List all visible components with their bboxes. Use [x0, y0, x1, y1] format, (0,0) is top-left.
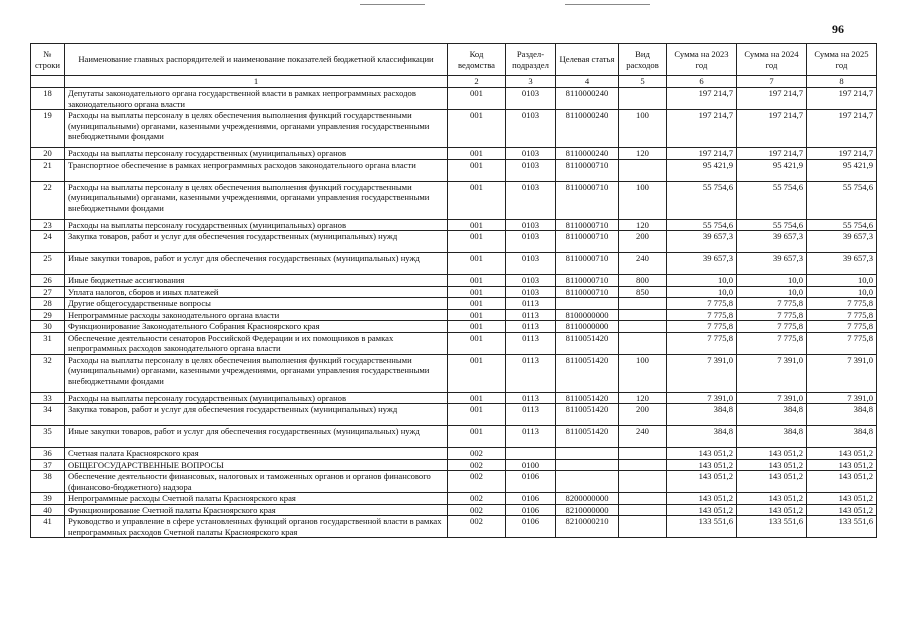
row-dept-code: 001: [448, 321, 506, 333]
row-dept-code: 001: [448, 253, 506, 275]
row-sum-2025: 39 657,3: [807, 253, 877, 275]
row-sum-2024: 143 051,2: [737, 448, 807, 460]
row-sum-2025: 197 214,7: [807, 110, 877, 148]
row-sum-2025: 95 421,9: [807, 159, 877, 181]
header-section: Раздел-подраздел: [506, 44, 556, 76]
row-sum-2023: 7 391,0: [667, 354, 737, 392]
row-sum-2025: 7 775,8: [807, 309, 877, 321]
row-name: Транспортное обеспечение в рамках непрограммных расходов законодательного органа власти: [65, 159, 448, 181]
row-sum-2023: 7 775,8: [667, 332, 737, 354]
row-name: Функционирование Законодательного Собрания Красноярского края: [65, 321, 448, 333]
row-expense-type: 800: [619, 275, 667, 287]
row-sum-2023: 143 051,2: [667, 448, 737, 460]
row-target-code: 8110051420: [556, 426, 619, 448]
row-sum-2024: 133 551,6: [737, 516, 807, 538]
row-dept-code: 002: [448, 504, 506, 516]
row-sum-2023: 39 657,3: [667, 253, 737, 275]
row-sum-2025: 7 391,0: [807, 354, 877, 392]
table-row: [31, 354, 877, 392]
row-sum-2024: 7 775,8: [737, 321, 807, 333]
row-number: 22: [31, 181, 65, 219]
row-sum-2024: 197 214,7: [737, 88, 807, 110]
row-target-code: [556, 459, 619, 471]
row-number: 19: [31, 110, 65, 148]
row-name: Закупка товаров, работ и услуг для обеспечения государственных (муниципальных) нужд: [65, 404, 448, 426]
row-number: 24: [31, 231, 65, 253]
row-sum-2024: 10,0: [737, 275, 807, 287]
row-name: Расходы на выплаты персоналу в целях обеспечения выполнения функций государственными (муниципальными) органами, казенными учреждениями, органами управления государственными внебюджетными фондами: [65, 181, 448, 219]
row-dept-code: 001: [448, 181, 506, 219]
row-section-code: [506, 448, 556, 460]
row-sum-2023: 143 051,2: [667, 504, 737, 516]
header-dept: Код ведомства: [448, 44, 506, 76]
row-target-code: 8110000240: [556, 88, 619, 110]
row-sum-2023: 384,8: [667, 404, 737, 426]
row-section-code: 0103: [506, 159, 556, 181]
row-name: Другие общегосударственные вопросы: [65, 298, 448, 310]
row-name: Расходы на выплаты персоналу государственных (муниципальных) органов: [65, 148, 448, 160]
row-name: Уплата налогов, сборов и иных платежей: [65, 286, 448, 298]
row-name: ОБЩЕГОСУДАРСТВЕННЫЕ ВОПРОСЫ: [65, 459, 448, 471]
header-row-no: № строки: [31, 44, 65, 76]
row-expense-type: [619, 298, 667, 310]
row-expense-type: [619, 448, 667, 460]
table-row: [31, 159, 877, 181]
row-target-code: 8200000000: [556, 493, 619, 505]
row-sum-2024: 39 657,3: [737, 253, 807, 275]
column-number-row: [31, 76, 877, 88]
row-sum-2025: 143 051,2: [807, 471, 877, 493]
row-sum-2025: 197 214,7: [807, 148, 877, 160]
row-sum-2025: 143 051,2: [807, 459, 877, 471]
row-section-code: 0103: [506, 88, 556, 110]
header-name: Наименование главных распорядителей и наименование показателей бюджетной классификации: [65, 44, 448, 76]
row-expense-type: [619, 459, 667, 471]
row-sum-2024: 7 775,8: [737, 309, 807, 321]
row-dept-code: 002: [448, 471, 506, 493]
row-dept-code: 001: [448, 159, 506, 181]
row-expense-type: [619, 493, 667, 505]
row-sum-2025: 7 775,8: [807, 298, 877, 310]
row-sum-2023: 10,0: [667, 286, 737, 298]
table-row: [31, 275, 877, 287]
row-dept-code: 001: [448, 110, 506, 148]
row-sum-2025: 384,8: [807, 426, 877, 448]
row-expense-type: 240: [619, 253, 667, 275]
table-row: [31, 516, 877, 538]
row-target-code: [556, 448, 619, 460]
column-number: 8: [807, 76, 877, 88]
row-number: 30: [31, 321, 65, 333]
row-expense-type: 120: [619, 219, 667, 231]
row-number: 21: [31, 159, 65, 181]
row-name: Расходы на выплаты персоналу в целях обеспечения выполнения функций государственными (муниципальными) органами, казенными учреждениями, органами управления государственными внебюджетными фондами: [65, 354, 448, 392]
row-sum-2025: 7 775,8: [807, 332, 877, 354]
row-number: 38: [31, 471, 65, 493]
row-name: Иные бюджетные ассигнования: [65, 275, 448, 287]
row-name: Функционирование Счетной палаты Красноярского края: [65, 504, 448, 516]
table-row: [31, 88, 877, 110]
row-sum-2025: 10,0: [807, 286, 877, 298]
row-expense-type: [619, 504, 667, 516]
row-sum-2024: 143 051,2: [737, 493, 807, 505]
row-target-code: 8110000710: [556, 253, 619, 275]
row-expense-type: 100: [619, 110, 667, 148]
row-sum-2025: 384,8: [807, 404, 877, 426]
row-sum-2025: 10,0: [807, 275, 877, 287]
row-sum-2024: 384,8: [737, 426, 807, 448]
table-row: [31, 404, 877, 426]
row-dept-code: 001: [448, 275, 506, 287]
row-dept-code: 002: [448, 448, 506, 460]
column-number: 6: [667, 76, 737, 88]
row-expense-type: [619, 321, 667, 333]
row-name: Руководство и управление в сфере установленных функций органов государственной власти в рамках непрограммных расходов Счетной палаты Красноярского края: [65, 516, 448, 538]
row-target-code: 8110051420: [556, 354, 619, 392]
row-target-code: 8110000710: [556, 219, 619, 231]
row-sum-2024: 197 214,7: [737, 110, 807, 148]
row-sum-2023: 7 775,8: [667, 321, 737, 333]
row-section-code: 0106: [506, 493, 556, 505]
row-expense-type: [619, 88, 667, 110]
table-row: [31, 493, 877, 505]
table-row: [31, 426, 877, 448]
row-name: Депутаты законодательного органа государственной власти в рамках непрограммных расходов законодательного органа власти: [65, 88, 448, 110]
column-number: 4: [556, 76, 619, 88]
row-name: Обеспечение деятельности финансовых, налоговых и таможенных органов и органов финансового (финансово-бюджетного) надзора: [65, 471, 448, 493]
header-sum-2024: Сумма на 2024 год: [737, 44, 807, 76]
row-sum-2024: 7 391,0: [737, 392, 807, 404]
row-target-code: 8110051420: [556, 392, 619, 404]
row-expense-type: 200: [619, 404, 667, 426]
row-sum-2023: 143 051,2: [667, 493, 737, 505]
header-target: Целевая статья: [556, 44, 619, 76]
row-expense-type: [619, 309, 667, 321]
table-row: [31, 504, 877, 516]
row-number: 25: [31, 253, 65, 275]
row-sum-2024: 10,0: [737, 286, 807, 298]
row-target-code: 8110000710: [556, 275, 619, 287]
row-sum-2024: 55 754,6: [737, 181, 807, 219]
row-name: Закупка товаров, работ и услуг для обеспечения государственных (муниципальных) нужд: [65, 231, 448, 253]
row-sum-2024: 39 657,3: [737, 231, 807, 253]
row-section-code: 0103: [506, 253, 556, 275]
row-sum-2023: 95 421,9: [667, 159, 737, 181]
row-section-code: 0113: [506, 309, 556, 321]
row-sum-2025: 55 754,6: [807, 219, 877, 231]
row-number: 40: [31, 504, 65, 516]
row-name: Расходы на выплаты персоналу в целях обеспечения выполнения функций государственными (муниципальными) органами, казенными учреждениями, органами управления государственными внебюджетными фондами: [65, 110, 448, 148]
row-sum-2024: 143 051,2: [737, 504, 807, 516]
row-number: 20: [31, 148, 65, 160]
row-section-code: 0103: [506, 181, 556, 219]
column-number: 3: [506, 76, 556, 88]
top-rule-left: [360, 4, 425, 5]
row-section-code: 0106: [506, 516, 556, 538]
row-expense-type: 120: [619, 392, 667, 404]
row-dept-code: 001: [448, 354, 506, 392]
row-sum-2024: 143 051,2: [737, 471, 807, 493]
row-number: 23: [31, 219, 65, 231]
row-sum-2023: 7 775,8: [667, 298, 737, 310]
row-target-code: 8110000240: [556, 148, 619, 160]
row-section-code: 0100: [506, 459, 556, 471]
row-sum-2025: 55 754,6: [807, 181, 877, 219]
row-expense-type: [619, 159, 667, 181]
row-target-code: 8210000000: [556, 504, 619, 516]
row-section-code: 0113: [506, 321, 556, 333]
table-row: [31, 298, 877, 310]
row-section-code: 0113: [506, 332, 556, 354]
row-dept-code: 001: [448, 231, 506, 253]
top-rule-right: [565, 4, 650, 5]
row-number: 39: [31, 493, 65, 505]
row-dept-code: 001: [448, 298, 506, 310]
row-sum-2023: 384,8: [667, 426, 737, 448]
row-name: Непрограммные расходы законодательного органа власти: [65, 309, 448, 321]
row-dept-code: 002: [448, 516, 506, 538]
row-number: 18: [31, 88, 65, 110]
row-number: 28: [31, 298, 65, 310]
row-sum-2025: 143 051,2: [807, 448, 877, 460]
row-target-code: 8110051420: [556, 404, 619, 426]
column-number-empty: [31, 76, 65, 88]
budget-table: [30, 43, 877, 538]
row-sum-2023: 143 051,2: [667, 471, 737, 493]
row-sum-2025: 7 775,8: [807, 321, 877, 333]
row-dept-code: 002: [448, 459, 506, 471]
row-sum-2024: 7 775,8: [737, 298, 807, 310]
table-row: [31, 181, 877, 219]
table-row: [31, 471, 877, 493]
table-row: [31, 231, 877, 253]
row-number: 37: [31, 459, 65, 471]
row-sum-2024: 143 051,2: [737, 459, 807, 471]
header-exp-type: Вид расходов: [619, 44, 667, 76]
row-sum-2023: 133 551,6: [667, 516, 737, 538]
row-dept-code: 001: [448, 148, 506, 160]
column-number: 1: [65, 76, 448, 88]
row-name: Обеспечение деятельности сенаторов Российской Федерации и их помощников в рамках непрограммных расходов законодательного органа власти: [65, 332, 448, 354]
row-sum-2023: 197 214,7: [667, 88, 737, 110]
row-target-code: [556, 471, 619, 493]
row-number: 35: [31, 426, 65, 448]
row-sum-2025: 133 551,6: [807, 516, 877, 538]
table-row: [31, 448, 877, 460]
row-dept-code: 002: [448, 493, 506, 505]
page-number: 96: [832, 22, 844, 36]
row-name: Иные закупки товаров, работ и услуг для обеспечения государственных (муниципальных) нужд: [65, 253, 448, 275]
row-section-code: 0113: [506, 404, 556, 426]
row-expense-type: 100: [619, 354, 667, 392]
row-sum-2023: 197 214,7: [667, 148, 737, 160]
row-section-code: 0113: [506, 354, 556, 392]
row-sum-2025: 7 391,0: [807, 392, 877, 404]
row-section-code: 0103: [506, 110, 556, 148]
column-number: 2: [448, 76, 506, 88]
row-target-code: 8100000000: [556, 309, 619, 321]
row-dept-code: 001: [448, 404, 506, 426]
row-section-code: 0113: [506, 392, 556, 404]
table-body: [31, 76, 877, 538]
row-expense-type: 200: [619, 231, 667, 253]
table-row: [31, 332, 877, 354]
header-sum-2025: Сумма на 2025 год: [807, 44, 877, 76]
row-sum-2024: 384,8: [737, 404, 807, 426]
row-number: 33: [31, 392, 65, 404]
row-number: 32: [31, 354, 65, 392]
row-sum-2023: 55 754,6: [667, 181, 737, 219]
row-section-code: 0106: [506, 471, 556, 493]
row-sum-2023: 197 214,7: [667, 110, 737, 148]
row-sum-2024: 7 775,8: [737, 332, 807, 354]
row-sum-2023: 10,0: [667, 275, 737, 287]
row-expense-type: [619, 516, 667, 538]
row-number: 36: [31, 448, 65, 460]
column-number: 7: [737, 76, 807, 88]
row-section-code: 0113: [506, 426, 556, 448]
row-dept-code: 001: [448, 309, 506, 321]
header-row: [31, 44, 877, 76]
row-target-code: 8110000710: [556, 159, 619, 181]
row-sum-2023: 7 391,0: [667, 392, 737, 404]
row-sum-2025: 197 214,7: [807, 88, 877, 110]
row-dept-code: 001: [448, 286, 506, 298]
row-expense-type: 850: [619, 286, 667, 298]
row-expense-type: 100: [619, 181, 667, 219]
row-sum-2023: 39 657,3: [667, 231, 737, 253]
table-row: [31, 219, 877, 231]
row-number: 41: [31, 516, 65, 538]
row-name: Расходы на выплаты персоналу государственных (муниципальных) органов: [65, 219, 448, 231]
row-sum-2023: 143 051,2: [667, 459, 737, 471]
row-section-code: 0106: [506, 504, 556, 516]
row-expense-type: [619, 471, 667, 493]
row-section-code: 0103: [506, 148, 556, 160]
row-number: 34: [31, 404, 65, 426]
row-section-code: 0103: [506, 275, 556, 287]
row-expense-type: [619, 332, 667, 354]
table-row: [31, 253, 877, 275]
table-row: [31, 110, 877, 148]
row-dept-code: 001: [448, 426, 506, 448]
row-number: 26: [31, 275, 65, 287]
row-sum-2024: 95 421,9: [737, 159, 807, 181]
row-sum-2023: 55 754,6: [667, 219, 737, 231]
row-target-code: [556, 298, 619, 310]
row-target-code: 8110000710: [556, 286, 619, 298]
row-dept-code: 001: [448, 88, 506, 110]
row-expense-type: 240: [619, 426, 667, 448]
row-section-code: 0103: [506, 219, 556, 231]
row-sum-2024: 55 754,6: [737, 219, 807, 231]
column-number: 5: [619, 76, 667, 88]
table-row: [31, 459, 877, 471]
row-dept-code: 001: [448, 219, 506, 231]
row-sum-2023: 7 775,8: [667, 309, 737, 321]
row-section-code: 0103: [506, 286, 556, 298]
table-row: [31, 392, 877, 404]
row-name: Иные закупки товаров, работ и услуг для обеспечения государственных (муниципальных) нужд: [65, 426, 448, 448]
row-section-code: 0113: [506, 298, 556, 310]
row-sum-2025: 143 051,2: [807, 493, 877, 505]
row-name: Счетная палата Красноярского края: [65, 448, 448, 460]
row-sum-2025: 39 657,3: [807, 231, 877, 253]
row-sum-2024: 7 391,0: [737, 354, 807, 392]
row-expense-type: 120: [619, 148, 667, 160]
row-target-code: 8110000710: [556, 231, 619, 253]
row-number: 29: [31, 309, 65, 321]
row-name: Расходы на выплаты персоналу государственных (муниципальных) органов: [65, 392, 448, 404]
row-dept-code: 001: [448, 392, 506, 404]
row-target-code: 8110000000: [556, 321, 619, 333]
row-dept-code: 001: [448, 332, 506, 354]
row-number: 27: [31, 286, 65, 298]
row-name: Непрограммные расходы Счетной палаты Красноярского края: [65, 493, 448, 505]
row-sum-2025: 143 051,2: [807, 504, 877, 516]
row-section-code: 0103: [506, 231, 556, 253]
row-target-code: 8110000240: [556, 110, 619, 148]
table-row: [31, 286, 877, 298]
table-row: [31, 309, 877, 321]
header-sum-2023: Сумма на 2023 год: [667, 44, 737, 76]
row-target-code: 8110051420: [556, 332, 619, 354]
row-target-code: 8210000210: [556, 516, 619, 538]
row-sum-2024: 197 214,7: [737, 148, 807, 160]
row-number: 31: [31, 332, 65, 354]
table-row: [31, 148, 877, 160]
table-row: [31, 321, 877, 333]
row-target-code: 8110000710: [556, 181, 619, 219]
